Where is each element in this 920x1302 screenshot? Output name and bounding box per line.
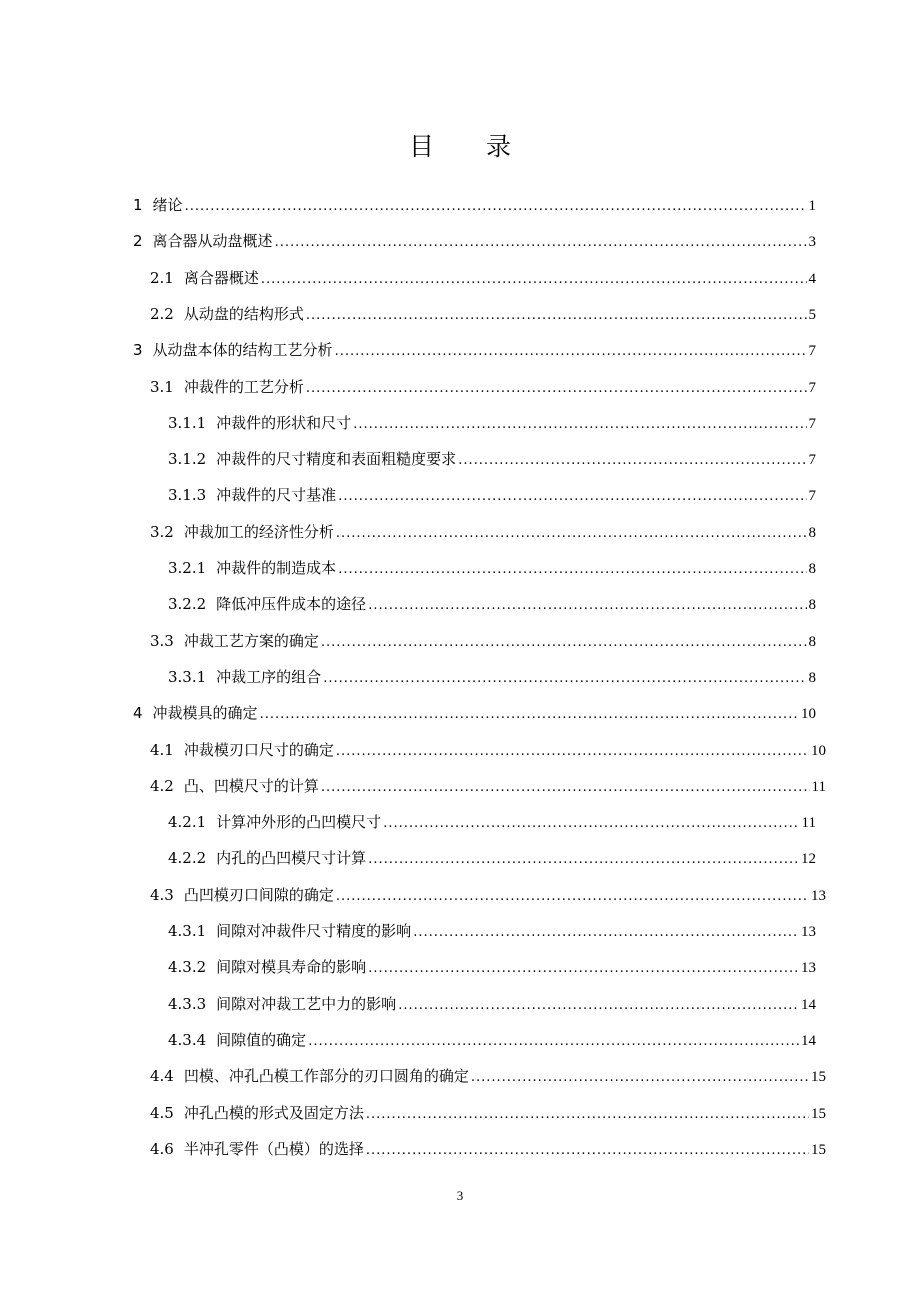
toc-entry[interactable] <box>168 992 816 1016</box>
toc-entry-number: 4.2.2 <box>168 849 207 868</box>
toc-entry[interactable] <box>168 846 816 870</box>
toc-entry-page: 7 <box>808 343 816 360</box>
toc-entry[interactable] <box>150 774 826 798</box>
toc-entry-number: 4.4 <box>150 1067 174 1086</box>
toc-entry-number: 3.1 <box>150 377 174 396</box>
toc-entry[interactable] <box>133 193 816 217</box>
toc-entry-page: 15 <box>811 1105 826 1122</box>
toc-entry-leader <box>336 885 809 909</box>
toc-entry-number: 4.3.3 <box>168 994 207 1013</box>
toc-entry-number: 3.3.1 <box>168 667 207 686</box>
toc-entry-label: 凸、凹模尺寸的计算 <box>183 776 319 795</box>
toc-entry[interactable] <box>168 810 816 834</box>
toc-entry-label: 凹模、冲孔凸模工作部分的刃口圆角的确定 <box>183 1067 469 1086</box>
toc-entry-leader <box>261 268 807 292</box>
toc-entry-leader <box>275 231 807 255</box>
toc-entry-number: 4.3.2 <box>168 958 207 977</box>
toc-entry-leader <box>368 957 799 981</box>
toc-entry[interactable] <box>133 701 816 725</box>
toc-entry-label: 冲裁件的尺寸基准 <box>216 486 337 505</box>
toc-entry-page: 8 <box>808 561 816 577</box>
toc-entry-leader <box>366 1103 809 1127</box>
toc-entry-leader <box>336 740 809 764</box>
toc-entry[interactable] <box>150 1101 826 1125</box>
toc-entry[interactable] <box>133 229 816 253</box>
toc-entry-page: 13 <box>811 887 826 904</box>
page-title: 目 录 <box>409 132 533 161</box>
toc-entry-leader <box>260 703 799 727</box>
toc-entry-number: 3.2 <box>150 522 174 541</box>
toc-entry[interactable] <box>150 1064 826 1088</box>
toc-entry-number: 3.1.3 <box>168 486 207 505</box>
toc-entry-label: 冲裁模刃口尺寸的确定 <box>183 740 334 759</box>
toc-entry[interactable] <box>150 738 826 762</box>
toc-entry[interactable] <box>150 883 826 907</box>
toc-entry[interactable] <box>150 520 816 544</box>
toc-entry-leader <box>321 631 807 655</box>
toc-entry-label: 冲裁工艺方案的确定 <box>183 631 319 650</box>
toc-entry-number: 4.6 <box>150 1139 174 1158</box>
toc-entry-page: 8 <box>808 669 816 686</box>
toc-entry-leader <box>353 413 806 437</box>
toc-entry-leader <box>368 594 806 618</box>
toc-entry-label: 绪论 <box>152 196 183 214</box>
toc-entry-page: 7 <box>808 488 816 505</box>
toc-entry[interactable] <box>133 338 816 362</box>
toc-entry-number: 4 <box>133 704 143 723</box>
toc-entry-label: 冲裁工序的组合 <box>216 667 322 686</box>
toc-entry-number: 2.2 <box>150 304 174 323</box>
toc-entry-label: 从动盘本体的结构工艺分析 <box>152 341 333 360</box>
toc-entry-page: 7 <box>808 379 816 396</box>
toc-entry-label: 间隙对模具寿命的影响 <box>216 958 367 977</box>
toc-entry-leader <box>383 812 799 836</box>
toc-entry-label: 凸凹模刃口间隙的确定 <box>183 885 334 904</box>
toc-entry-number: 2 <box>133 232 143 251</box>
toc-entry[interactable] <box>168 483 816 507</box>
toc-entry[interactable] <box>168 592 816 616</box>
toc-entry-number: 3 <box>133 341 143 360</box>
toc-entry-label: 冲裁件的工艺分析 <box>183 377 304 396</box>
toc-entry[interactable] <box>150 375 816 399</box>
toc-entry-leader <box>306 377 807 401</box>
toc-entry[interactable] <box>168 665 816 689</box>
toc-entry-page: 4 <box>808 270 816 287</box>
toc-entry-label: 离合器从动盘概述 <box>152 232 273 251</box>
toc-entry-label: 降低冲压件成本的途径 <box>216 595 367 614</box>
toc-entry[interactable] <box>168 919 816 943</box>
toc-entry-page: 12 <box>801 851 816 868</box>
toc-entry-leader <box>471 1066 809 1090</box>
toc-entry-page: 13 <box>801 924 816 940</box>
toc-entry-page: 15 <box>811 1141 826 1158</box>
toc-entry-number: 4.3 <box>150 885 174 904</box>
toc-entry-page: 3 <box>808 234 816 251</box>
toc-entry-leader <box>338 485 806 509</box>
toc-entry-page: 15 <box>811 1069 826 1086</box>
toc-entry-page: 14 <box>801 1032 816 1049</box>
toc-entry-page: 13 <box>801 960 816 977</box>
toc-entry-page: 8 <box>808 524 816 541</box>
toc-entry[interactable] <box>168 1028 816 1052</box>
toc-entry-leader <box>308 1030 799 1054</box>
toc-entry-leader <box>398 994 799 1018</box>
toc-entry-label: 冲裁件的形状和尺寸 <box>216 413 352 432</box>
toc-entry-leader <box>185 195 807 219</box>
toc-entry-page: 7 <box>808 415 816 432</box>
toc-entry-number: 4.2 <box>150 776 174 795</box>
toc-entry-number: 4.1 <box>150 740 174 759</box>
toc-entry[interactable] <box>168 556 816 580</box>
toc-entry-number: 4.2.1 <box>168 813 207 832</box>
toc-entry[interactable] <box>150 1137 826 1161</box>
toc-entry-leader <box>366 1139 809 1163</box>
toc-entry-leader <box>323 667 806 691</box>
toc-entry-page: 14 <box>801 996 816 1013</box>
toc-entry-number: 3.2.1 <box>168 559 207 577</box>
toc-entry-label: 从动盘的结构形式 <box>183 304 304 323</box>
toc-entry-leader <box>321 776 810 800</box>
toc-entry-number: 3.2.2 <box>168 595 207 614</box>
toc-entry[interactable] <box>150 629 816 653</box>
toc-entry-label: 冲孔凸模的形式及固定方法 <box>183 1103 364 1122</box>
toc-entry-leader <box>368 848 799 872</box>
toc-entry-leader <box>306 304 807 328</box>
toc-entry-page: 7 <box>808 452 816 469</box>
toc-entry-number: 2.1 <box>150 268 174 287</box>
toc-entry[interactable] <box>168 955 816 979</box>
toc-entry-page: 5 <box>808 306 816 323</box>
toc-entry-page: 10 <box>801 706 816 723</box>
toc-entry-label: 半冲孔零件（凸模）的选择 <box>183 1139 364 1158</box>
toc-entry-page: 8 <box>808 597 816 614</box>
toc-entry-leader <box>338 558 806 582</box>
toc-entry-label: 冲裁件的尺寸精度和表面粗糙度要求 <box>216 450 457 469</box>
toc-entry-leader <box>458 449 806 473</box>
toc-entry-number: 4.5 <box>150 1103 174 1122</box>
toc-entry[interactable] <box>150 302 816 326</box>
toc-entry-number: 3.1.2 <box>168 450 207 469</box>
toc-entry-page: 10 <box>811 742 826 759</box>
toc-entry-label: 计算冲外形的凸凹模尺寸 <box>216 813 382 832</box>
toc-entry[interactable] <box>168 447 816 471</box>
toc-entry[interactable] <box>168 411 816 435</box>
toc-entry-label: 冲裁件的制造成本 <box>216 559 337 577</box>
toc-entry-label: 间隙值的确定 <box>216 1030 307 1049</box>
toc-entry-page: 11 <box>801 815 816 832</box>
toc-entry-leader <box>413 921 799 945</box>
page-number: 3 <box>456 1188 464 1203</box>
toc-entry-label: 间隙对冲裁件尺寸精度的影响 <box>216 922 412 940</box>
toc-entry-leader <box>335 340 807 364</box>
toc-entry-number: 3.3 <box>150 631 174 650</box>
toc-entry-page: 8 <box>808 633 816 650</box>
toc-entry-label: 内孔的凸凹模尺寸计算 <box>216 849 367 868</box>
toc-entry[interactable] <box>150 266 816 290</box>
toc-entry-page: 11 <box>811 778 826 795</box>
toc-entry-number: 4.3.1 <box>168 922 207 940</box>
toc-entry-number: 1 <box>133 196 143 214</box>
toc-entry-number: 4.3.4 <box>168 1030 207 1049</box>
toc-entry-label: 离合器概述 <box>183 268 259 287</box>
toc-entry-leader <box>336 522 807 546</box>
toc-entry-number: 3.1.1 <box>168 413 207 432</box>
toc-entry-page: 1 <box>808 198 816 214</box>
toc-entry-label: 冲裁模具的确定 <box>152 704 258 723</box>
toc-entry-label: 间隙对冲裁工艺中力的影响 <box>216 994 397 1013</box>
toc-entry-label: 冲裁加工的经济性分析 <box>183 522 334 541</box>
